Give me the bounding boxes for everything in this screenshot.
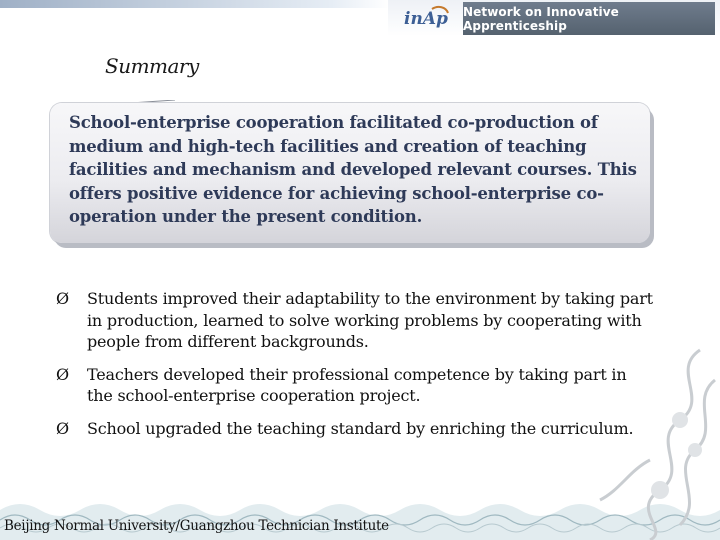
svg-text:inAp: inAp [404, 9, 448, 29]
bullet-text: School upgraded the teaching standard by enriching the curriculum. [87, 418, 634, 438]
bullet-text: Teachers developed their professional competence by taking part in the school-enterprise cooperation project. [87, 364, 627, 405]
inap-logo [402, 4, 456, 32]
arrow-bullet-icon: Ø [56, 289, 69, 308]
bullet-text: Students improved their adaptability to the environment by taking part in production, learned to solve working problems by cooperating with people from different backgrounds. [87, 289, 653, 351]
arrow-bullet-icon: Ø [56, 418, 69, 438]
dragon-illustration [530, 340, 720, 540]
footer-institution-text: Beijing Normal University/Guangzhou Technician Institute [4, 518, 389, 534]
slide-title: Summary [105, 54, 199, 78]
top-gradient-bar [0, 0, 390, 8]
network-banner: Network on Innovative Apprenticeship [463, 2, 715, 35]
summary-text: School-enterprise cooperation facilitated co-production of medium and high-tech facilities and creation of teaching facilities and mechanism and developed relevant courses. This offers positive evidence for achieving school-enterprise co-operation under the present condition. [69, 113, 637, 226]
arrow-bullet-icon: Ø [56, 364, 69, 384]
